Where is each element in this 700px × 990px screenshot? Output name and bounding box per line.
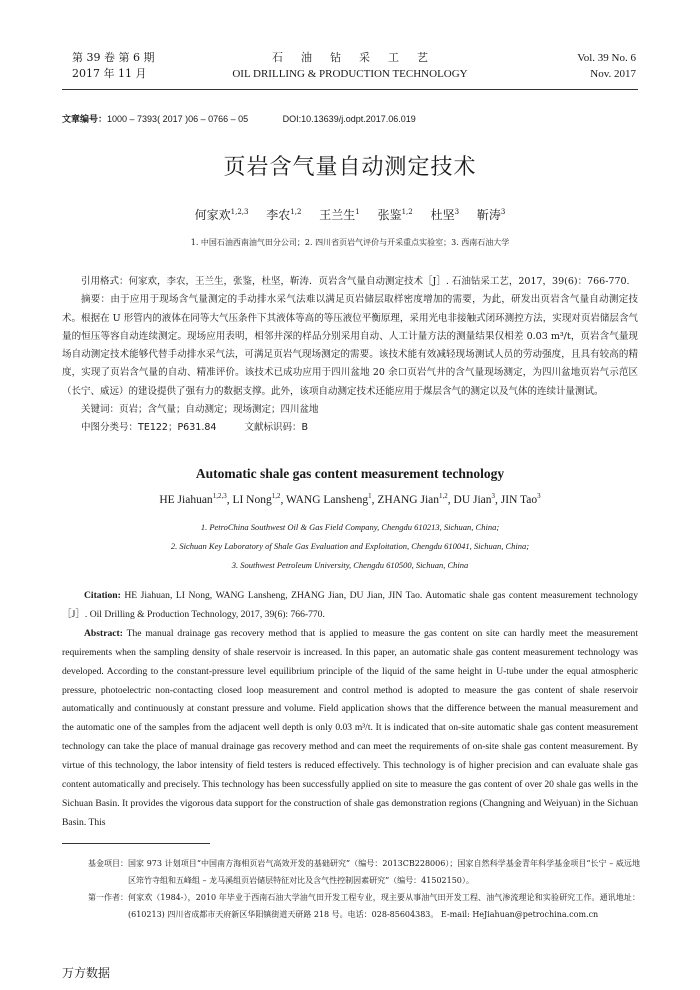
authors-cn (0, 206, 700, 223)
author-cn: 李农$^{1,2}$ (266, 208, 302, 222)
footnotes (88, 855, 640, 923)
abstract-en: Abstract: The manual drainage gas recovery method that is applied to measure the gas content on site can hardly meet the measurement requirements when the sampling density of shale reservoir is increased. In this paper, an automatic shale gas content measurement technology was developed. According to the constant-pressure level equilibrium principle of the liquid of the same height in U-tube under the equal atmospheric pressure, photoelectric non-contacting closed loop measurement and control method is adopted to measure the gas content of shale reservoir automatically and continuously at constant pressure and volume. Field application shows that the difference between the manual measurement and the automatic one of the samples from the adjacent well depth is only 0.03 m³/t. It is indicated that on-site automatic shale gas content measurement technology can take the place of manual drainage gas recovery method and can meet the requirements of on-site shale gas content measurement. By virtue of this technology, the labor intensity of field testers is reduced effectively. This technology is of higher precision and can evaluate shale gas content automatically and precisely. This technology has been successfully applied on site to measure the gas content of over 20 shale gas wells in the Sichuan Basin. It provides the vigorous data support for the construction of shale gas demonstration regions (Changning and Weiyuan) in the Sichuan Basin. This (62, 627, 638, 828)
journal-name-en: OIL DRILLING & PRODUCTION TECHNOLOGY (232, 68, 468, 80)
authors-en: HE Jiahuan$^{1,2,3}$, LI Nong$^{1,2}$, WANG Lansheng$^1$, ZHANG Jian$^{1,2}$, DU Jian$^3$, JIN Tao$^3$ (159, 492, 541, 506)
volume-en: Vol. 39 No. 6 (577, 52, 636, 64)
cn-front-matter (62, 273, 638, 437)
doi: DOI:10.13639/j.odpt.2017.06.019 (282, 114, 416, 124)
date-cn: 2017 年 11 月 (72, 67, 147, 80)
title-en: Automatic shale gas content measurement technology (195, 466, 505, 481)
article-no: 1000 – 7393( 2017 )06 – 0766 – 05 (107, 114, 249, 124)
header-divider (62, 89, 638, 90)
affiliations-en (0, 518, 700, 575)
classification-cn: 中图分类号：TE122；P631.84 文献标识码：B (81, 422, 308, 434)
citation-cn: 引用格式：何家欢，李农，王兰生，张鉴，杜坚，靳涛．页岩含气量自动测定技术［J］. 石油钻采工艺，2017，39(6)：766-770. (81, 276, 630, 287)
en-front-matter (62, 587, 638, 833)
author-cn: 何家欢$^{1,2,3}$ (194, 208, 249, 222)
affiliation-en: 2. Sichuan Key Laboratory of Shale Gas Evaluation and Exploitation, Chengdu 610041, Sichuan, China; (170, 541, 530, 551)
author-cn: 张鉴$^{1,2}$ (377, 208, 413, 222)
keywords-cn: 关键词：页岩；含气量；自动测定；现场测定；四川盆地 (81, 404, 319, 416)
journal-name-cn: 石油钻采工艺 (272, 51, 446, 64)
title-cn: 页岩含气量自动测定技术 (223, 155, 477, 180)
author-cn: 靳涛$^3$ (476, 208, 506, 222)
first-author-note: 第一作者： 何家欢（1984-），2010 年毕业于西南石油大学油气田开发工程专业，现主要从事油气田开发工程、油气渗流理论和实验研究工作。通讯地址：(610213) 四川省成都市天府新区华阳镇街道天研路 218 号。电话：028-85604383。 E-mail: HeJiahuan@petrochina.com.cn (88, 893, 640, 919)
footnote-divider (62, 843, 210, 844)
abstract-cn: 摘要：由于应用于现场含气量测定的手动排水采气法难以满足页岩储层取样密度增加的需要，为此，研发出页岩含气量自动测定技术。根据在 U 形管内的液体在同等大气压条件下其液体等高的等压液位平衡原理，采用光电非接触式闭环测控方法，实现对页岩储层含气量的恒压等容自动连续测定。现场应用表明，相邻井深的样品分别采用自动、人工计量方法的测量结果仅相差 0.03 m³/t，页岩含气量现场自动测定技术能够代替手动排水采气法，可满足页岩气现场测定的需要。该技术能有效减轻现场测试人员的劳动强度，且具有较高的精度，实现了页岩含气量的自动、精准评价。该技术已成功应用于四川盆地 20 余口页岩气井的含气量现场测定，为四川盆地页岩气示范区（长宁、威远）的建设提供了强有力的数据支撑。此外，该项自动测定技术还能应用于煤层含气的测定以及气体的连续计量测试。 (62, 294, 638, 397)
author-cn: 杜坚$^3$ (430, 208, 460, 222)
affiliation-en: 1. PetroChina Southwest Oil & Gas Field Company, Chengdu 610213, Sichuan, China; (200, 522, 500, 532)
author-cn: 王兰生$^1$ (319, 208, 360, 222)
date-en: Nov. 2017 (590, 68, 636, 80)
header-right (577, 50, 636, 82)
volume-issue: 第 39 卷 第 6 期 (72, 51, 155, 64)
article-no-label: 文章编号： (62, 114, 108, 124)
citation-en: Citation: HE Jiahuan, LI Nong, WANG Lansheng, ZHANG Jian, DU Jian, JIN Tao. Automatic shale gas content measurement technology［J］. Oil Drilling & Production Technology, 2017, 39(6): 766-770. (62, 590, 638, 620)
affiliation-en: 3. Southwest Petroleum University, Chengdu 610500, Sichuan, China (231, 560, 469, 570)
watermark-text: 万方数据 (62, 966, 111, 980)
fund-note: 基金项目： 国家 973 计划项目“中国南方海相页岩气高效开发的基础研究”（编号：2013CB228006）；国家自然科学基金青年科学基金项目“长宁 – 威远地区筇竹寺组和五峰组 – 龙马溪组页岩储层特征对比及含气性控制因素研究”（编号：41502150）。 (88, 859, 640, 885)
article-info (62, 112, 416, 125)
affiliations-cn: 1. 中国石油西南油气田分公司；2. 四川省页岩气评价与开采重点实验室；3. 西南石油大学 (190, 238, 510, 247)
